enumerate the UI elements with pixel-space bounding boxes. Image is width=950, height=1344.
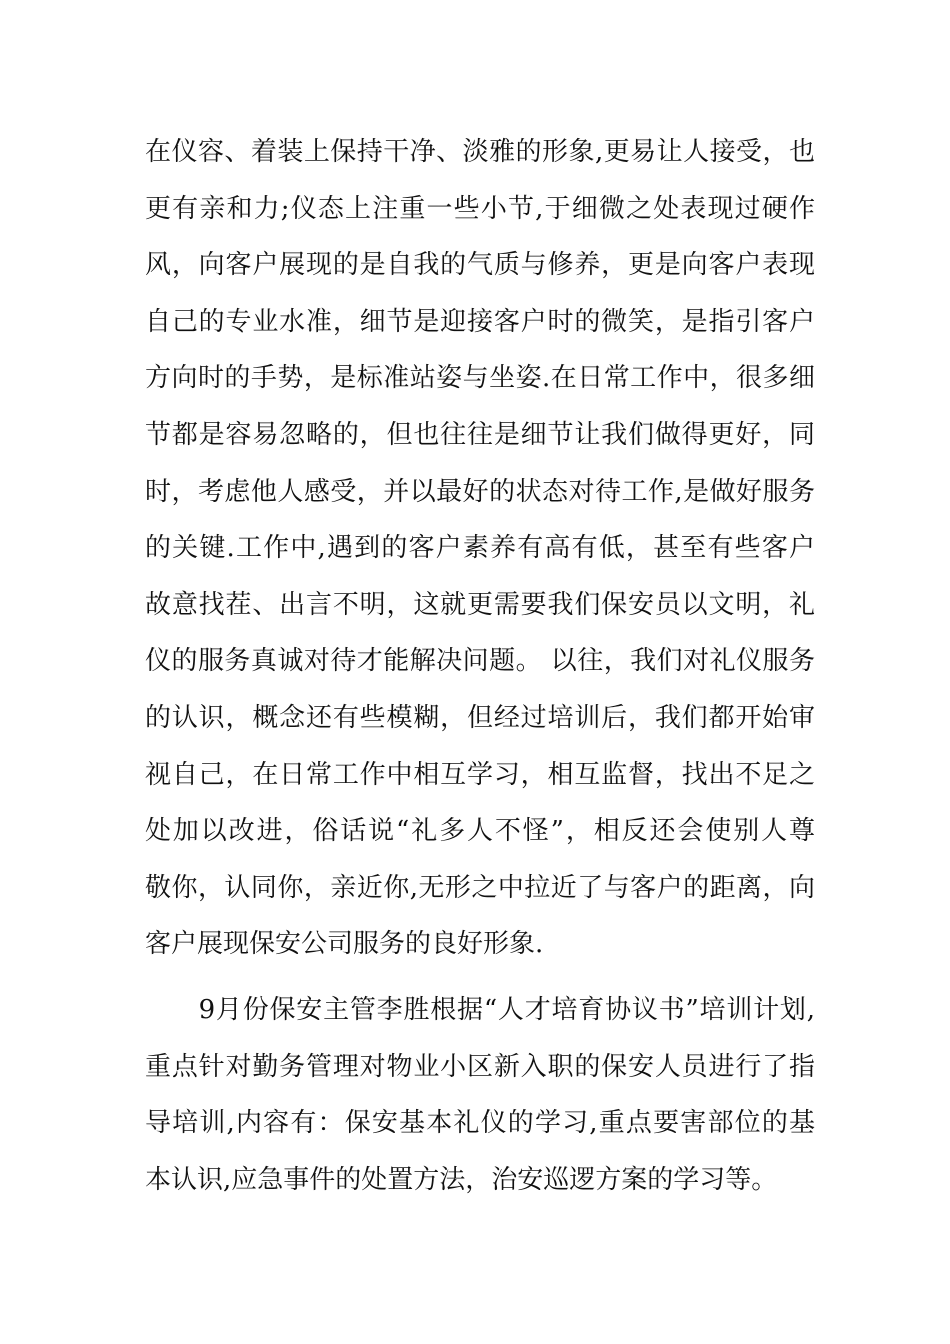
paragraph-2-line: 本认识,应急事件的处置方法，治安巡逻方案的学习等。: [145, 1164, 778, 1195]
paragraph-1-line: 风，向客户展现的是自我的气质与修养，更是向客户表现: [145, 250, 815, 281]
paragraph-1: [145, 124, 815, 973]
paragraph-2-line: 重点针对勤务管理对物业小区新入职的保安人员进行了指: [145, 1051, 815, 1082]
paragraph-1-line: 视自己，在日常工作中相互学习，相互监督，找出不足之: [145, 759, 815, 790]
paragraph-1-line: 自己的专业水准，细节是迎接客户时的微笑，是指引客户: [145, 306, 815, 337]
paragraph-1-line: 在仪容、着装上保持干净、淡雅的形象,更易让人接受，也: [145, 137, 815, 167]
paragraph-2-line: 导培训,内容有：保安基本礼仪的学习,重点要害部位的基: [145, 1108, 815, 1139]
paragraph-1-line: 的关键.工作中,遇到的客户素养有高有低，甚至有些客户: [145, 533, 815, 564]
paragraph-2-line: 9月份保安主管李胜根据“人才培育协议书”培训计划,: [145, 995, 815, 1025]
paragraph-1-line: 处加以改进，俗话说“礼多人不怪”，相反还会使别人尊: [145, 816, 815, 847]
paragraph-1-line: 节都是容易忽略的，但也往往是细节让我们做得更好，同: [145, 419, 815, 450]
paragraph-1-line: 的认识，概念还有些模糊，但经过培训后，我们都开始审: [145, 702, 815, 733]
paragraph-1-line: 仪的服务真诚对待才能解决问题。 以往，我们对礼仪服务: [145, 646, 815, 677]
paragraph-1-line: 更有亲和力;仪态上注重一些小节,于细微之处表现过硬作: [145, 193, 815, 224]
paragraph-1-line: 客户展现保安公司服务的良好形象.: [145, 929, 544, 960]
paragraph-2: [145, 982, 815, 1208]
paragraph-1-line: 敬你，认同你，亲近你,无形之中拉近了与客户的距离，向: [145, 872, 815, 903]
paragraph-1-line: 时，考虑他人感受，并以最好的状态对待工作,是做好服务: [145, 476, 815, 507]
paragraph-1-line: 方向时的手势，是标准站姿与坐姿.在日常工作中，很多细: [145, 363, 815, 394]
paragraph-1-line: 故意找茬、出言不明，这就更需要我们保安员以文明，礼: [145, 589, 815, 620]
